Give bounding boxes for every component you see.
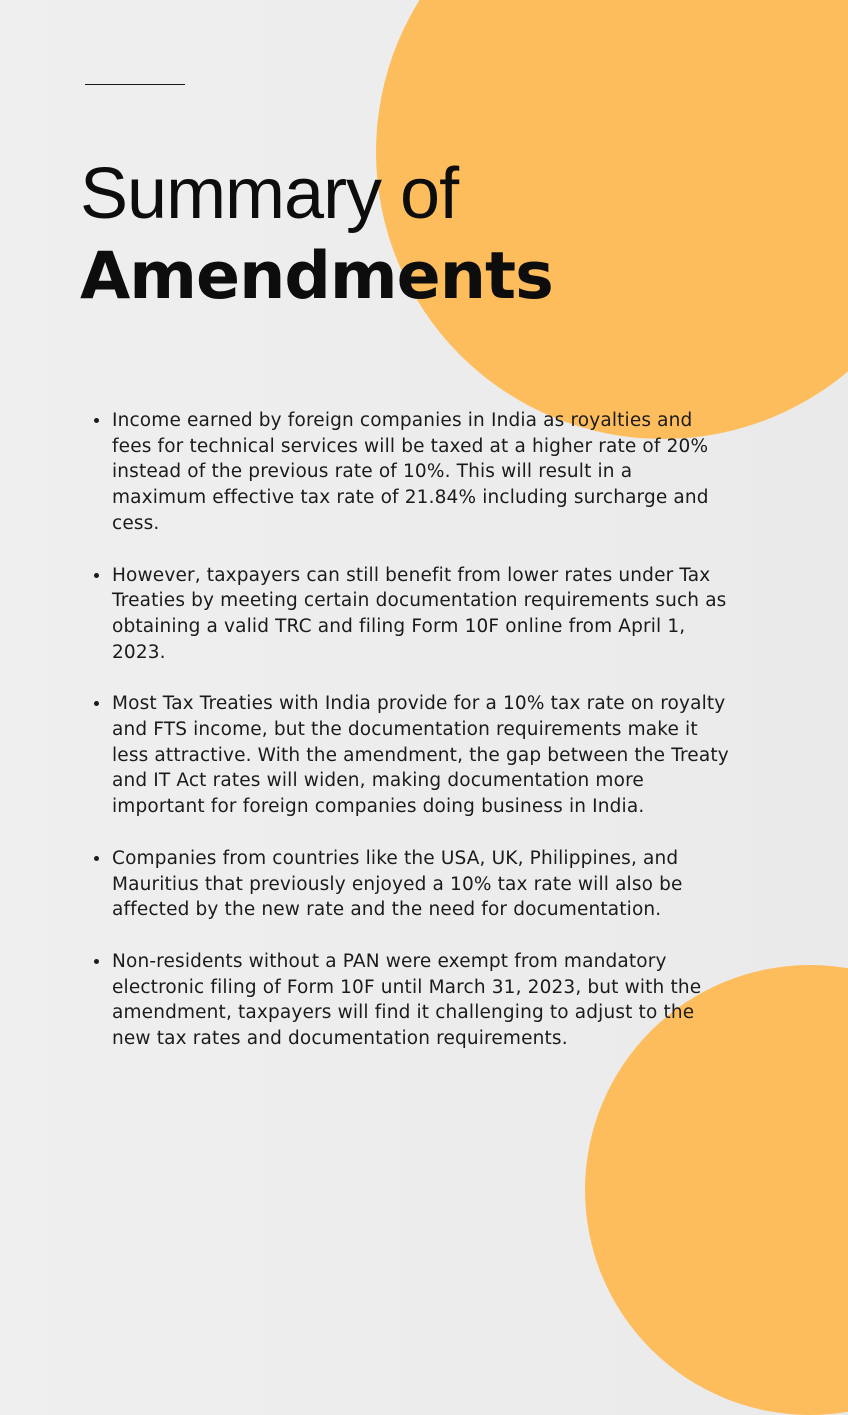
amendment-item-royalty-rate: Income earned by foreign companies in India as royalties and fees for technical services will be taxed at a higher rate of 20% instead of the previous rate of 10%. This will result in a maximum effective tax rate of 21.84% including surcharge and cess. bbox=[112, 408, 732, 537]
title-line-light: Summary of bbox=[80, 154, 459, 234]
amendment-item-affected-countries: Companies from countries like the USA, UK, Philippines, and Mauritius that previously enjoyed a 10% tax rate will also be affected by the new rate and the need for documentation. bbox=[112, 846, 732, 923]
page-title bbox=[80, 154, 553, 314]
amendment-list bbox=[112, 408, 732, 1078]
header-rule bbox=[85, 84, 185, 85]
amendment-item-treaty-benefit: However, taxpayers can still benefit from lower rates under Tax Treaties by meeting certain documentation requirements such as obtaining a valid TRC and filing Form 10F online from April 1, 2023. bbox=[112, 563, 732, 666]
title-line-bold: Amendments bbox=[80, 239, 553, 314]
amendment-item-non-residents: Non-residents without a PAN were exempt from mandatory electronic filing of Form 10F until March 31, 2023, but with the amendment, taxpayers will find it challenging to adjust to the new tax rates and documentation requirements. bbox=[112, 949, 732, 1052]
amendment-item-treaty-gap: Most Tax Treaties with India provide for a 10% tax rate on royalty and FTS income, but the documentation requirements make it less attractive. With the amendment, the gap between the Treaty and IT Act rates will widen, making documentation more important for foreign companies doing business in India. bbox=[112, 691, 732, 820]
